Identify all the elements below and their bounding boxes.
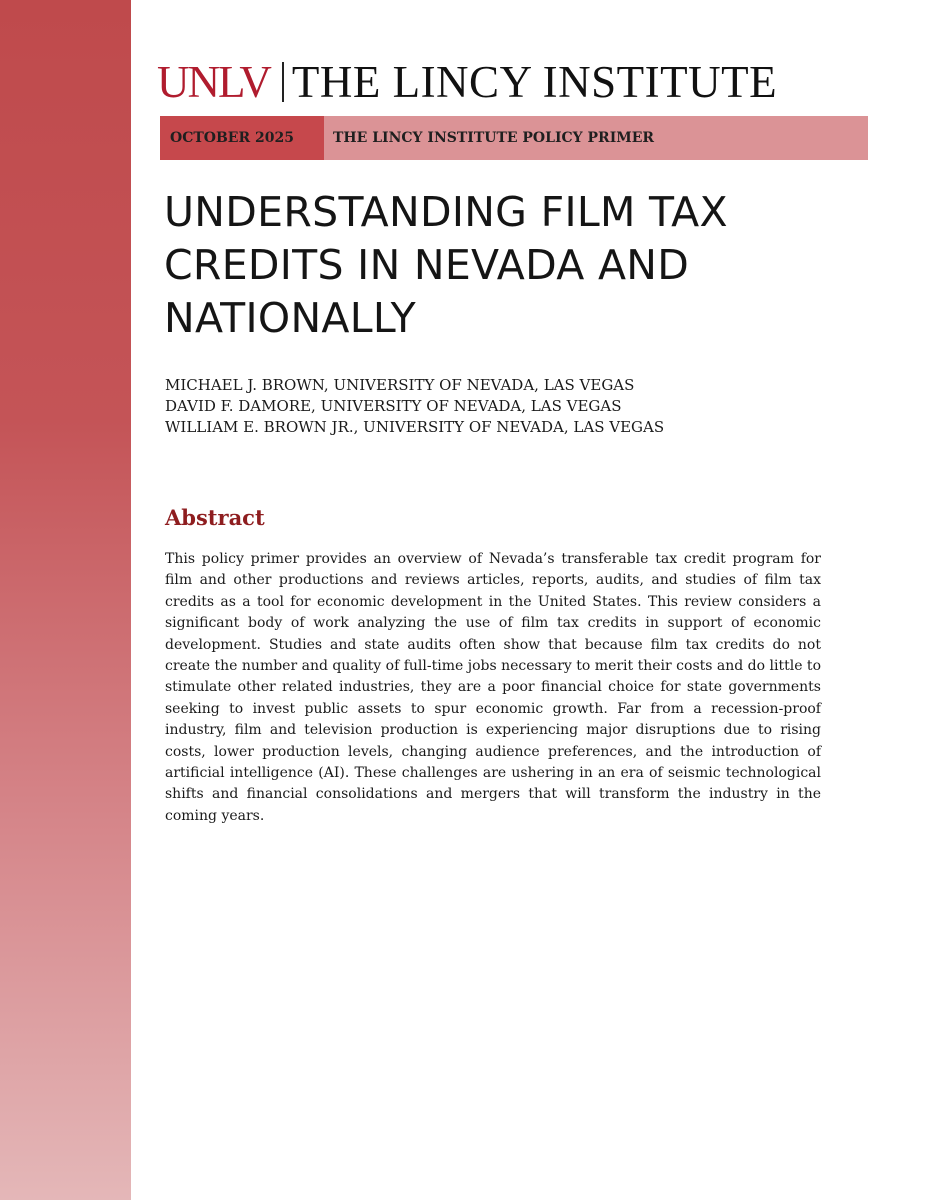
logo-divider <box>282 62 284 102</box>
series-name: THE LINCY INSTITUTE POLICY PRIMER <box>324 116 868 160</box>
author-line: MICHAEL J. BROWN, UNIVERSITY OF NEVADA, LAS VEGAS <box>165 376 635 394</box>
header-banner <box>160 116 868 160</box>
lincy-institute-wordmark: THE LINCY INSTITUTE <box>291 56 778 107</box>
unlv-lincy-logo <box>157 56 778 107</box>
author-list <box>165 375 865 438</box>
abstract-heading: Abstract <box>165 505 265 530</box>
document-title: UNDERSTANDING FILM TAX CREDITS IN NEVADA AND NATIONALLY <box>164 188 728 342</box>
side-color-band <box>0 0 131 1200</box>
unlv-wordmark: UNLV <box>157 56 270 107</box>
abstract-body: This policy primer provides an overview of Nevada’s transferable tax credit program for film and other productions and reviews articles, reports, audits, and studies of film tax credits as a tool for economic development in the United States. This review considers a significant body of work analyzing the use of film tax credits in support of economic development. Studies and state audits often show that because film tax credits do not create the number and quality of full-time jobs necessary to merit their costs and do little to stimulate other related industries, they are a poor financial choice for state governments seeking to invest public assets to spur economic growth. Far from a recession-proof industry, film and television production is experiencing major disruptions due to rising costs, lower production levels, changing audience preferences, and the introduction of artificial intelligence (AI). These challenges are ushering in an era of seismic technological shifts and financial consolidations and mergers that will transform the industry in the coming years. <box>165 551 821 824</box>
publication-date: OCTOBER 2025 <box>160 116 324 160</box>
author-line: WILLIAM E. BROWN JR., UNIVERSITY OF NEVADA, LAS VEGAS <box>165 418 665 436</box>
author-line: DAVID F. DAMORE, UNIVERSITY OF NEVADA, LAS VEGAS <box>165 397 622 415</box>
